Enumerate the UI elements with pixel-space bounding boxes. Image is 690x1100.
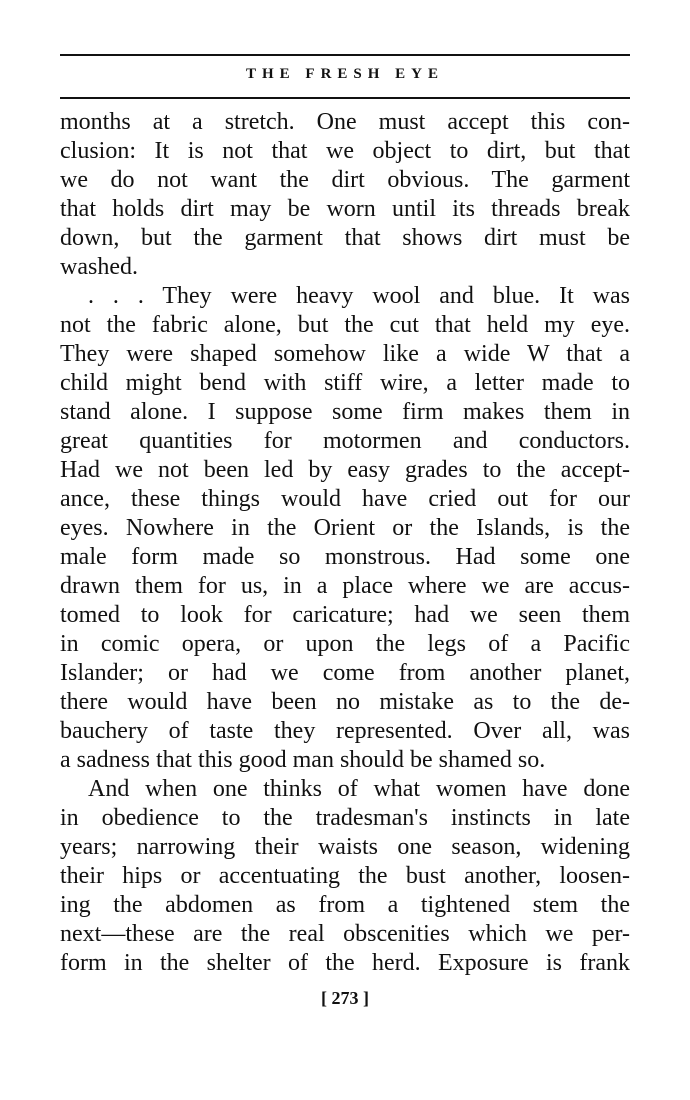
text-line: They were shaped somehow like a wide W that a (60, 341, 630, 367)
text-line: Islander; or had we come from another planet, (60, 660, 630, 686)
text-line: clusion: It is not that we object to dirt, but that (60, 138, 630, 164)
text-line: years; narrowing their waists one season, widening (60, 834, 630, 860)
text-line: ing the abdomen as from a tightened stem the (60, 892, 630, 918)
text-line: not the fabric alone, but the cut that held my eye. (60, 312, 630, 338)
header-rule-bottom (60, 97, 630, 99)
text-line: drawn them for us, in a place where we are accus- (60, 573, 630, 599)
text-line: a sadness that this good man should be shamed so. (60, 747, 546, 773)
text-line: child might bend with stiff wire, a letter made to (60, 370, 630, 396)
text-line: in obedience to the tradesman's instincts in late (60, 805, 630, 831)
text-line: their hips or accentuating the bust another, loosen- (60, 863, 630, 889)
text-line: form in the shelter of the herd. Exposure is frank (60, 950, 630, 976)
text-line: great quantities for motormen and conductors. (60, 428, 630, 454)
text-line: ance, these things would have cried out for our (60, 486, 630, 512)
text-line: tomed to look for caricature; had we seen them (60, 602, 630, 628)
running-head-title: THE FRESH EYE (245, 66, 445, 82)
text-line: . . . They were heavy wool and blue. It was (88, 283, 630, 309)
text-line: next—these are the real obscenities which we per- (60, 921, 630, 947)
text-line: washed. (60, 254, 138, 280)
text-line: male form made so monstrous. Had some one (60, 544, 630, 570)
text-line: in comic opera, or upon the legs of a Pacific (60, 631, 630, 657)
text-line: stand alone. I suppose some firm makes them in (60, 399, 630, 425)
text-line: bauchery of taste they represented. Over all, was (60, 718, 630, 744)
text-line: Had we not been led by easy grades to the accept- (60, 457, 630, 483)
text-line: eyes. Nowhere in the Orient or the Islands, is the (60, 515, 630, 541)
text-line: we do not want the dirt obvious. The garment (60, 167, 630, 193)
text-line: months at a stretch. One must accept this con- (60, 109, 630, 135)
text-line: there would have been no mistake as to the de- (60, 689, 630, 715)
header-rule-top (60, 54, 630, 56)
text-line: And when one thinks of what women have done (88, 776, 630, 802)
body-text (60, 108, 630, 978)
text-line: that holds dirt may be worn until its threads break (60, 196, 630, 222)
page-number: [ 273 ] (321, 988, 369, 1008)
text-line: down, but the garment that shows dirt must be (60, 225, 630, 251)
